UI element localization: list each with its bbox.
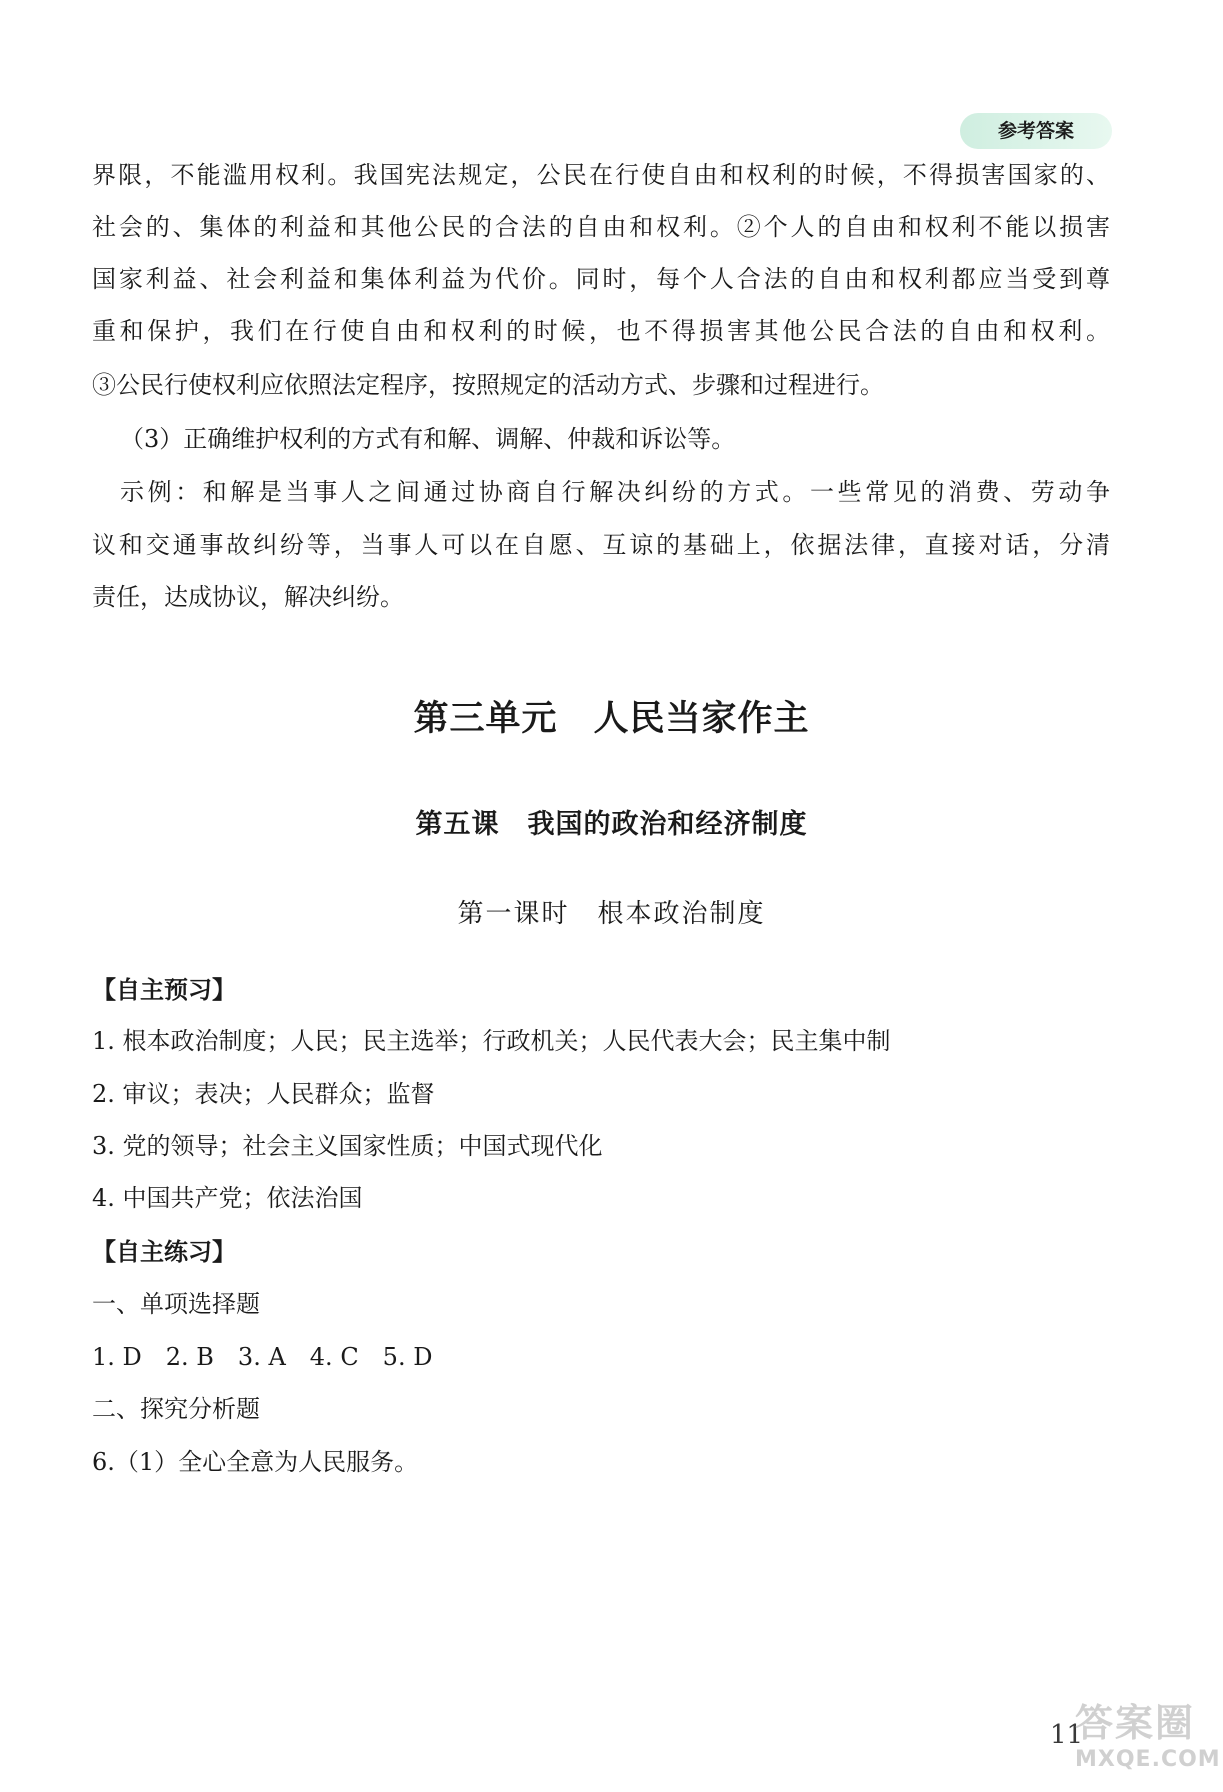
practice-heading: 【自主练习】 — [92, 1238, 236, 1266]
watermark-logo — [1075, 1700, 1221, 1780]
paragraph-line: 议和交通事故纠纷等，当事人可以在自愿、互谅的基础上，依据法律，直接对话，分清 — [92, 531, 1110, 559]
paragraph-line: 示例：和解是当事人之间通过协商自行解决纠纷的方式。一些常见的消费、劳动争 — [120, 478, 1110, 506]
paragraph-line: 国家利益、社会利益和集体利益为代价。同时，每个人合法的自由和权利都应当受到尊 — [92, 265, 1110, 293]
preview-item: 2. 审议；表决；人民群众；监督 — [92, 1080, 435, 1108]
preview-item: 4. 中国共产党；依法治国 — [92, 1184, 363, 1212]
lesson-title: 第五课 我国的政治和经济制度 — [415, 809, 808, 840]
period-title: 第一课时 根本政治制度 — [457, 899, 766, 929]
inquiry-answer: 6.（1）全心全意为人民服务。 — [92, 1448, 419, 1476]
paragraph-line: 界限，不能滥用权利。我国宪法规定，公民在行使自由和权利的时候，不得损害国家的、 — [92, 161, 1110, 189]
inquiry-heading: 二、探究分析题 — [92, 1395, 260, 1423]
paragraph-line: ③公民行使权利应依照法定程序，按照规定的活动方式、步骤和过程进行。 — [92, 371, 884, 399]
mcq-heading: 一、单项选择题 — [92, 1290, 260, 1318]
answer-key-badge: 参考答案 — [960, 113, 1112, 149]
page-number: 11 — [1050, 1720, 1084, 1750]
unit-title: 第三单元 人民当家作主 — [413, 699, 810, 739]
mcq-answers: 1. D 2. B 3. A 4. C 5. D — [92, 1343, 433, 1371]
paragraph-line: （3）正确维护权利的方式有和解、调解、仲裁和诉讼等。 — [120, 425, 736, 453]
paragraph-line: 社会的、集体的利益和其他公民的合法的自由和权利。②个人的自由和权利不能以损害 — [92, 213, 1110, 241]
paragraph-line: 重和保护，我们在行使自由和权利的时候，也不得损害其他公民合法的自由和权利。 — [92, 317, 1110, 345]
watermark-text: 答案圈 — [1075, 1701, 1196, 1745]
preview-item: 1. 根本政治制度；人民；民主选举；行政机关；人民代表大会；民主集中制 — [92, 1027, 891, 1055]
paragraph-line: 责任，达成协议，解决纠纷。 — [92, 583, 404, 611]
preview-heading: 【自主预习】 — [92, 976, 236, 1004]
preview-item: 3. 党的领导；社会主义国家性质；中国式现代化 — [92, 1132, 603, 1160]
watermark-url: MXQE.COM — [1075, 1747, 1221, 1772]
